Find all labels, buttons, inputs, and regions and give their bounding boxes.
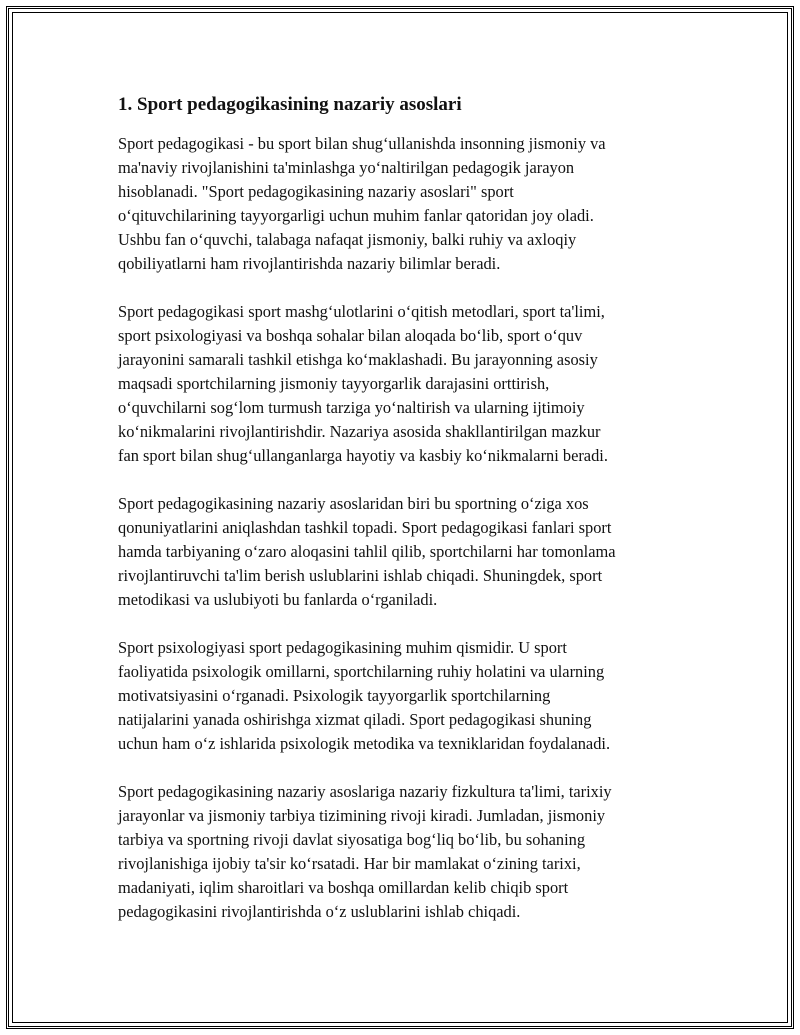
document-body — [118, 92, 678, 948]
text-line: faoliyatida psixologik omillarni, sportchilarning ruhiy holatini va ularning — [118, 662, 605, 681]
text-line: fan sport bilan shugʻullanganlarga hayotiy va kasbiy koʻnikmalarni beradi. — [118, 446, 608, 465]
text-line: Sport pedagogikasining nazariy asoslariga nazariy fizkultura ta'limi, tarixiy — [118, 782, 612, 801]
text-line: maqsadi sportchilarning jismoniy tayyorgarlik darajasini orttirish, — [118, 374, 550, 393]
text-line: metodikasi va uslubiyoti bu fanlarda oʻrganiladi. — [118, 590, 438, 609]
paragraph — [118, 132, 678, 276]
text-line: qonuniyatlarini aniqlashdan tashkil topadi. Sport pedagogikasi fanlari sport — [118, 518, 612, 537]
section-heading: 1. Sport pedagogikasining nazariy asoslari — [118, 94, 462, 115]
paragraph — [118, 300, 678, 468]
text-line: Sport pedagogikasining nazariy asoslaridan biri bu sportning oʻziga xos — [118, 494, 589, 513]
text-line: natijalarini yanada oshirishga xizmat qiladi. Sport pedagogikasi shuning — [118, 710, 592, 729]
text-line: Sport pedagogikasi - bu sport bilan shugʻullanishda insonning jismoniy va — [118, 134, 606, 153]
text-line: oʻquvchilarni sogʻlom turmush tarziga yoʻnaltirish va ularning ijtimoiy — [118, 398, 585, 417]
paragraph — [118, 636, 678, 756]
text-line: motivatsiyasini oʻrganadi. Psixologik tayyorgarlik sportchilarning — [118, 686, 551, 705]
text-line: koʻnikmalarini rivojlantirishdir. Nazariya asosida shakllantirilgan mazkur — [118, 422, 601, 441]
paragraph — [118, 492, 678, 612]
text-line: oʻqituvchilarining tayyorgarligi uchun muhim fanlar qatoridan joy oladi. — [118, 206, 594, 225]
text-line: uchun ham oʻz ishlarida psixologik metodika va texniklaridan foydalanadi. — [118, 734, 611, 753]
text-line: qobiliyatlarni ham rivojlantirishda nazariy bilimlar beradi. — [118, 254, 501, 273]
text-line: Sport pedagogikasi sport mashgʻulotlarini oʻqitish metodlari, sport ta'limi, — [118, 302, 605, 321]
text-line: Ushbu fan oʻquvchi, talabaga nafaqat jismoniy, balki ruhiy va axloqiy — [118, 230, 577, 249]
text-line: rivojlantiruvchi ta'lim berish uslublarini ishlab chiqadi. Shuningdek, sport — [118, 566, 603, 585]
text-line: hisoblanadi. "Sport pedagogikasining nazariy asoslari" sport — [118, 182, 514, 201]
text-line: ma'naviy rivojlanishini ta'minlashga yoʻnaltirilgan pedagogik jarayon — [118, 158, 575, 177]
text-line: madaniyati, iqlim sharoitlari va boshqa omillardan kelib chiqib sport — [118, 878, 569, 897]
text-line: rivojlanishiga ijobiy ta'sir koʻrsatadi. Har bir mamlakat oʻzining tarixi, — [118, 854, 581, 873]
text-line: Sport psixologiyasi sport pedagogikasining muhim qismidir. U sport — [118, 638, 567, 657]
text-line: jarayonlar va jismoniy tarbiya tizimining rivoji kiradi. Jumladan, jismoniy — [118, 806, 606, 825]
text-line: jarayonini samarali tashkil etishga koʻmaklashadi. Bu jarayonning asosiy — [118, 350, 598, 369]
text-line: pedagogikasini rivojlantirishda oʻz uslublarini ishlab chiqadi. — [118, 902, 521, 921]
text-line: hamda tarbiyaning oʻzaro aloqasini tahlil qilib, sportchilarni har tomonlama — [118, 542, 616, 561]
text-line: tarbiya va sportning rivoji davlat siyosatiga bogʻliq boʻlib, bu sohaning — [118, 830, 586, 849]
text-line: sport psixologiyasi va boshqa sohalar bilan aloqada boʻlib, sport oʻquv — [118, 326, 583, 345]
paragraph — [118, 780, 678, 924]
